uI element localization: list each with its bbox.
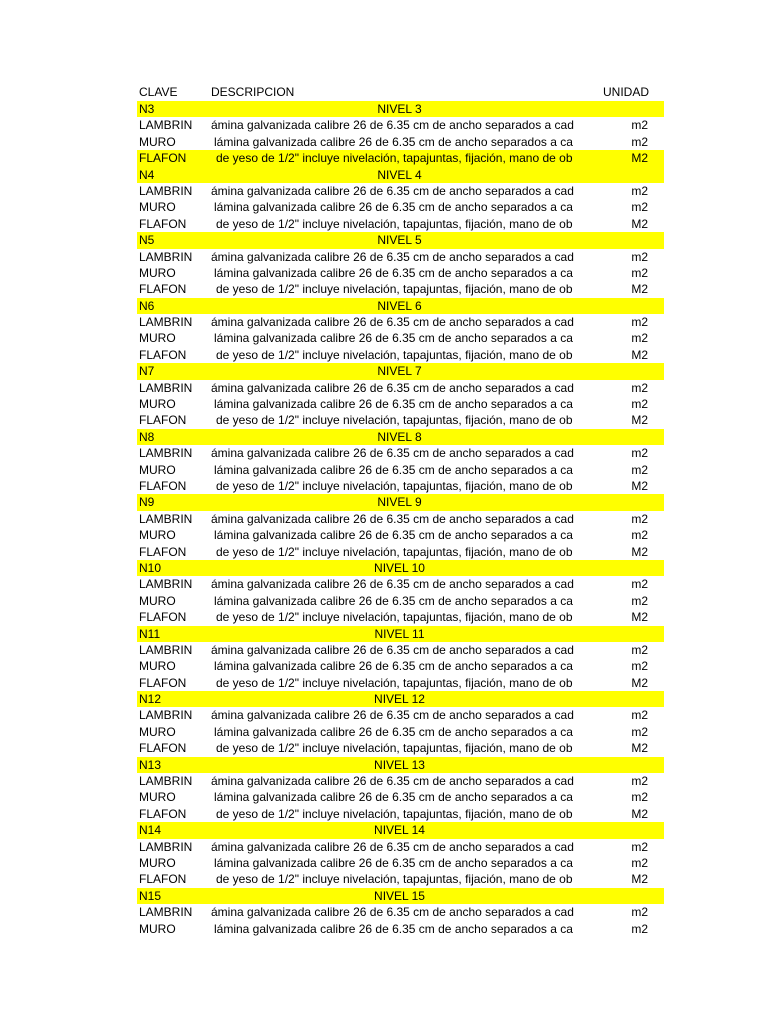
level-clave: N5 (139, 233, 155, 248)
table-row[interactable] (137, 576, 664, 592)
table-row[interactable] (137, 724, 664, 740)
clave-cell: FLAFON (139, 675, 187, 690)
level-row[interactable] (137, 167, 664, 183)
descripcion-cell: lámina galvanizada calibre 26 de 6.35 cm de ancho separados a ca (214, 921, 573, 936)
unidad-cell: M2 (631, 478, 648, 493)
level-row[interactable] (137, 757, 664, 773)
level-clave: N3 (139, 102, 155, 116)
table-row[interactable] (137, 707, 664, 723)
descripcion-cell: de yeso de 1/2" incluye nivelación, tapajuntas, fijación, mano de ob (216, 610, 573, 625)
unidad-cell: M2 (631, 806, 648, 821)
level-clave: N8 (139, 429, 155, 444)
clave-cell: FLAFON (139, 282, 187, 297)
level-row[interactable] (137, 494, 664, 510)
unidad-cell: m2 (631, 659, 648, 674)
unidad-cell: m2 (631, 462, 648, 477)
level-row[interactable] (137, 232, 664, 248)
table-row[interactable] (137, 740, 664, 756)
clave-cell: LAMBRIN (139, 511, 193, 526)
descripcion-cell: ámina galvanizada calibre 26 de 6.35 cm de ancho separados a cad (211, 380, 574, 395)
level-row[interactable] (137, 101, 664, 117)
header-row (137, 84, 664, 101)
descripcion-cell: lámina galvanizada calibre 26 de 6.35 cm de ancho separados a ca (214, 659, 573, 674)
clave-cell: FLAFON (139, 478, 187, 493)
clave-cell: MURO (139, 921, 176, 936)
level-name: NIVEL 8 (377, 429, 422, 444)
clave-cell: LAMBRIN (139, 905, 193, 920)
level-row[interactable] (137, 626, 664, 642)
descripcion-cell: lámina galvanizada calibre 26 de 6.35 cm de ancho separados a ca (214, 724, 573, 739)
clave-cell: FLAFON (139, 610, 187, 625)
level-clave: N13 (139, 757, 162, 772)
descripcion-cell: ámina galvanizada calibre 26 de 6.35 cm de ancho separados a cad (211, 446, 574, 461)
table-row[interactable] (137, 609, 664, 625)
table-row[interactable] (137, 789, 664, 805)
level-name: NIVEL 11 (374, 626, 425, 641)
descripcion-cell: lámina galvanizada calibre 26 de 6.35 cm de ancho separados a ca (214, 593, 573, 608)
level-name: NIVEL 15 (374, 888, 425, 903)
table-row[interactable] (137, 117, 664, 133)
table-row[interactable] (137, 134, 664, 150)
clave-cell: MURO (139, 134, 176, 149)
descripcion-cell: ámina galvanizada calibre 26 de 6.35 cm de ancho separados a cad (211, 774, 574, 789)
level-name: NIVEL 3 (377, 102, 422, 116)
table-row[interactable] (137, 265, 664, 281)
table-row[interactable] (137, 511, 664, 527)
descripcion-cell: de yeso de 1/2" incluye nivelación, tapajuntas, fijación, mano de ob (216, 478, 573, 493)
descripcion-cell: ámina galvanizada calibre 26 de 6.35 cm de ancho separados a cad (211, 511, 574, 526)
level-clave: N7 (139, 364, 155, 379)
unidad-cell: M2 (631, 413, 648, 428)
spreadsheet (137, 84, 664, 937)
table-row[interactable] (137, 527, 664, 543)
descripcion-cell: lámina galvanizada calibre 26 de 6.35 cm de ancho separados a ca (214, 790, 573, 805)
clave-cell: MURO (139, 790, 176, 805)
unidad-cell: m2 (631, 724, 648, 739)
table-row[interactable] (137, 347, 664, 363)
level-name: NIVEL 4 (377, 167, 422, 182)
clave-cell: MURO (139, 528, 176, 543)
table-row[interactable] (137, 183, 664, 199)
level-clave: N14 (139, 823, 162, 838)
unidad-cell: m2 (631, 265, 648, 280)
table-row[interactable] (137, 249, 664, 265)
unidad-cell: m2 (631, 200, 648, 215)
table-row[interactable] (137, 380, 664, 396)
unidad-cell: m2 (631, 331, 648, 346)
unidad-cell: m2 (631, 511, 648, 526)
table-body (137, 101, 664, 937)
table-row[interactable] (137, 199, 664, 215)
descripcion-cell: ámina galvanizada calibre 26 de 6.35 cm de ancho separados a cad (211, 315, 574, 330)
clave-cell: LAMBRIN (139, 642, 193, 657)
clave-cell: FLAFON (139, 216, 187, 231)
table-row[interactable] (137, 216, 664, 232)
descripcion-cell: ámina galvanizada calibre 26 de 6.35 cm de ancho separados a cad (211, 249, 574, 264)
clave-cell: MURO (139, 397, 176, 412)
unidad-cell: m2 (631, 249, 648, 264)
clave-cell: LAMBRIN (139, 118, 193, 133)
descripcion-cell: lámina galvanizada calibre 26 de 6.35 cm de ancho separados a ca (214, 200, 573, 215)
level-clave: N11 (139, 626, 161, 641)
descripcion-cell: lámina galvanizada calibre 26 de 6.35 cm de ancho separados a ca (214, 397, 573, 412)
table-row[interactable] (137, 593, 664, 609)
level-row[interactable] (137, 560, 664, 576)
descripcion-cell: de yeso de 1/2" incluye nivelación, tapajuntas, fijación, mano de ob (216, 675, 573, 690)
table-row[interactable] (137, 478, 664, 494)
level-name: NIVEL 9 (377, 495, 422, 510)
level-name: NIVEL 6 (377, 298, 422, 313)
unidad-cell: m2 (631, 183, 648, 198)
table-row[interactable] (137, 330, 664, 346)
clave-cell: FLAFON (139, 872, 187, 887)
descripcion-cell: lámina galvanizada calibre 26 de 6.35 cm de ancho separados a ca (214, 265, 573, 280)
level-row[interactable] (137, 429, 664, 445)
clave-cell: MURO (139, 265, 176, 280)
descripcion-cell: de yeso de 1/2" incluye nivelación, tapajuntas, fijación, mano de ob (216, 347, 573, 362)
unidad-cell: M2 (631, 151, 648, 166)
table-row[interactable] (137, 314, 664, 330)
unidad-cell: m2 (631, 774, 648, 789)
clave-cell: LAMBRIN (139, 446, 193, 461)
descripcion-cell: ámina galvanizada calibre 26 de 6.35 cm de ancho separados a cad (211, 905, 574, 920)
level-name: NIVEL 7 (377, 364, 422, 379)
clave-cell: FLAFON (139, 806, 187, 821)
clave-cell: FLAFON (139, 741, 187, 756)
table-row[interactable] (137, 921, 664, 937)
unidad-cell: m2 (631, 134, 648, 149)
clave-cell: LAMBRIN (139, 577, 193, 592)
unidad-cell: m2 (631, 790, 648, 805)
unidad-cell: M2 (631, 872, 648, 887)
descripcion-cell: ámina galvanizada calibre 26 de 6.35 cm de ancho separados a cad (211, 839, 574, 854)
descripcion-cell: lámina galvanizada calibre 26 de 6.35 cm de ancho separados a ca (214, 462, 573, 477)
descripcion-cell: lámina galvanizada calibre 26 de 6.35 cm de ancho separados a ca (214, 134, 573, 149)
table-row[interactable] (137, 675, 664, 691)
descripcion-cell: de yeso de 1/2" incluye nivelación, tapajuntas, fijación, mano de ob (216, 216, 573, 231)
level-row[interactable] (137, 691, 664, 707)
clave-cell: LAMBRIN (139, 839, 193, 854)
unidad-cell: m2 (631, 642, 648, 657)
descripcion-cell: de yeso de 1/2" incluye nivelación, tapajuntas, fijación, mano de ob (216, 544, 573, 559)
descripcion-cell: ámina galvanizada calibre 26 de 6.35 cm de ancho separados a cad (211, 577, 574, 592)
unidad-cell: M2 (631, 216, 648, 231)
descripcion-cell: de yeso de 1/2" incluye nivelación, tapajuntas, fijación, mano de ob (216, 741, 573, 756)
unidad-cell: m2 (631, 446, 648, 461)
table-row[interactable] (137, 642, 664, 658)
header-clave: CLAVE (139, 85, 178, 99)
descripcion-cell: de yeso de 1/2" incluye nivelación, tapajuntas, fijación, mano de ob (216, 151, 573, 166)
descripcion-cell: ámina galvanizada calibre 26 de 6.35 cm de ancho separados a cad (211, 183, 574, 198)
unidad-cell: m2 (631, 315, 648, 330)
clave-cell: LAMBRIN (139, 249, 193, 264)
clave-cell: MURO (139, 200, 176, 215)
clave-cell: LAMBRIN (139, 315, 193, 330)
unidad-cell: M2 (631, 347, 648, 362)
table-row[interactable] (137, 445, 664, 461)
clave-cell: MURO (139, 462, 176, 477)
table-row[interactable] (137, 462, 664, 478)
unidad-cell: m2 (631, 905, 648, 920)
clave-cell: FLAFON (139, 544, 187, 559)
unidad-cell: M2 (631, 282, 648, 297)
unidad-cell: M2 (631, 741, 648, 756)
unidad-cell: M2 (631, 544, 648, 559)
unidad-cell: M2 (631, 675, 648, 690)
level-name: NIVEL 12 (374, 692, 425, 707)
unidad-cell: m2 (631, 397, 648, 412)
level-row[interactable] (137, 822, 664, 838)
level-name: NIVEL 10 (374, 560, 425, 575)
table-row[interactable] (137, 855, 664, 871)
table-row[interactable] (137, 904, 664, 920)
descripcion-cell: de yeso de 1/2" incluye nivelación, tapajuntas, fijación, mano de ob (216, 872, 573, 887)
level-row[interactable] (137, 363, 664, 379)
descripcion-cell: lámina galvanizada calibre 26 de 6.35 cm de ancho separados a ca (214, 528, 573, 543)
clave-cell: MURO (139, 593, 176, 608)
unidad-cell: m2 (631, 577, 648, 592)
level-name: NIVEL 14 (374, 823, 425, 838)
descripcion-cell: de yeso de 1/2" incluye nivelación, tapajuntas, fijación, mano de ob (216, 806, 573, 821)
clave-cell: LAMBRIN (139, 380, 193, 395)
table-row[interactable] (137, 396, 664, 412)
unidad-cell: m2 (631, 593, 648, 608)
header-unidad: UNIDAD (602, 85, 649, 99)
unidad-cell: M2 (631, 610, 648, 625)
unidad-cell: m2 (631, 708, 648, 723)
clave-cell: FLAFON (139, 151, 187, 166)
clave-cell: MURO (139, 724, 176, 739)
clave-cell: LAMBRIN (139, 774, 193, 789)
level-clave: N12 (139, 692, 162, 707)
unidad-cell: m2 (631, 855, 648, 870)
level-clave: N15 (139, 888, 162, 903)
descripcion-cell: lámina galvanizada calibre 26 de 6.35 cm de ancho separados a ca (214, 855, 573, 870)
level-name: NIVEL 13 (374, 757, 425, 772)
clave-cell: MURO (139, 855, 176, 870)
clave-cell: LAMBRIN (139, 183, 193, 198)
clave-cell: FLAFON (139, 347, 187, 362)
descripcion-cell: ámina galvanizada calibre 26 de 6.35 cm de ancho separados a cad (211, 118, 574, 133)
table-row[interactable] (137, 658, 664, 674)
header-descripcion: DESCRIPCION (211, 85, 295, 99)
unidad-cell: m2 (631, 380, 648, 395)
table-row[interactable] (137, 806, 664, 822)
table-row[interactable] (137, 412, 664, 428)
level-clave: N10 (139, 560, 162, 575)
table-row[interactable] (137, 839, 664, 855)
descripcion-cell: ámina galvanizada calibre 26 de 6.35 cm de ancho separados a cad (211, 708, 574, 723)
clave-cell: LAMBRIN (139, 708, 193, 723)
unidad-cell: m2 (631, 921, 648, 936)
descripcion-cell: de yeso de 1/2" incluye nivelación, tapajuntas, fijación, mano de ob (216, 282, 573, 297)
table-row[interactable] (137, 773, 664, 789)
level-clave: N9 (139, 495, 155, 510)
descripcion-cell: ámina galvanizada calibre 26 de 6.35 cm de ancho separados a cad (211, 642, 574, 657)
unidad-cell: m2 (631, 839, 648, 854)
unidad-cell: m2 (631, 118, 648, 133)
descripcion-cell: lámina galvanizada calibre 26 de 6.35 cm de ancho separados a ca (214, 331, 573, 346)
clave-cell: MURO (139, 331, 176, 346)
clave-cell: FLAFON (139, 413, 187, 428)
level-name: NIVEL 5 (377, 233, 422, 248)
table-row[interactable] (137, 281, 664, 297)
level-row[interactable] (137, 298, 664, 314)
level-clave: N4 (139, 167, 155, 182)
table-row[interactable] (137, 150, 664, 166)
clave-cell: MURO (139, 659, 176, 674)
unidad-cell: m2 (631, 528, 648, 543)
level-clave: N6 (139, 298, 155, 313)
descripcion-cell: de yeso de 1/2" incluye nivelación, tapajuntas, fijación, mano de ob (216, 413, 573, 428)
table-row[interactable] (137, 871, 664, 887)
table-row[interactable] (137, 544, 664, 560)
level-row[interactable] (137, 888, 664, 904)
